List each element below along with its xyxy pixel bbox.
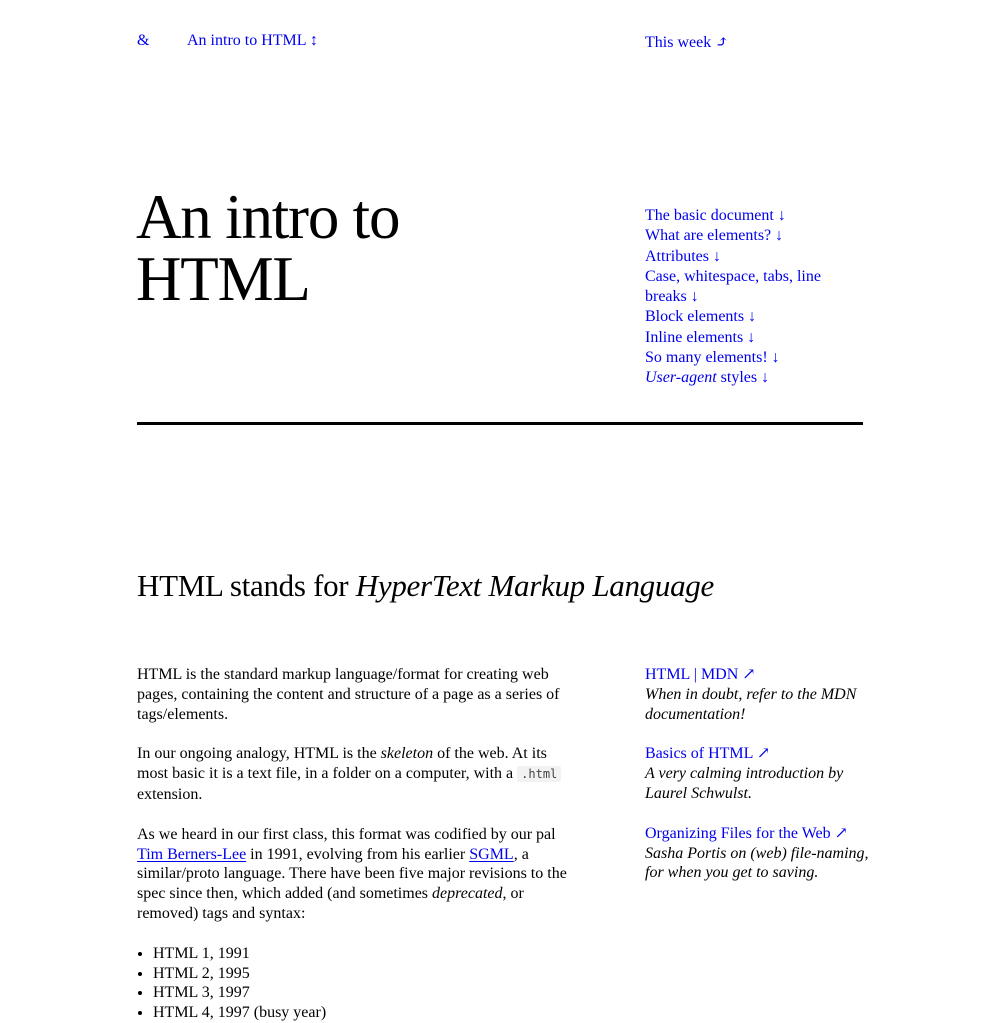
references-sidebar (645, 665, 875, 903)
section-divider (137, 422, 863, 425)
this-week-link[interactable]: This week ⤴ (645, 34, 729, 51)
list-item: • HTML 1, 1991 (153, 944, 577, 964)
reference-description: A very calming introduction by Laurel Schwulst. (645, 765, 844, 802)
reference-item (645, 665, 875, 724)
list-item: • HTML 3, 1997 (153, 983, 577, 1003)
toc-link-user-agent-rest: styles ↓ (716, 369, 770, 387)
paragraph-3-text-c: , a similar/proto language. There have been five major revisions to the spec since then, which added (and sometimes (137, 845, 567, 903)
paragraph-3-text-d: , or removed) tags and syntax: (137, 885, 524, 922)
paragraph-2-text-c: extension. (137, 785, 203, 803)
toc-link-case-whitespace[interactable]: Case, whitespace, tabs, line breaks ↓ (645, 267, 821, 306)
reference-description: Sasha Portis on (web) file-naming, for when you get to saving. (645, 844, 869, 882)
section-title-plain: HTML stands for (137, 568, 356, 603)
toc-link-block-elements[interactable]: Block elements ↓ (645, 308, 757, 326)
sgml-link[interactable]: SGML (469, 845, 514, 863)
toc-link-so-many-elements[interactable]: So many elements! ↓ (645, 349, 780, 367)
toc-link-basic-document[interactable]: The basic document ↓ (645, 207, 786, 224)
toc-link-attributes[interactable]: Attributes ↓ (645, 247, 721, 265)
top-nav (0, 32, 1000, 56)
page-title (136, 182, 556, 314)
paragraph-3-text-b: in 1991, evolving from his earlier (246, 845, 470, 863)
reference-link-basics[interactable]: Basics of HTML ↗ (645, 745, 771, 763)
reference-item (645, 824, 875, 883)
paragraph-2-em: skeleton (380, 745, 434, 763)
page-title-line1: An intro to (136, 182, 400, 252)
page-crumb-link[interactable]: An intro to HTML ↕ (187, 32, 318, 49)
code-snippet: .html (517, 766, 561, 782)
list-item: • HTML 2, 1995 (153, 964, 577, 984)
page-title-line2: HTML (136, 244, 310, 314)
section-title-em: HyperText Markup Language (355, 568, 714, 603)
table-of-contents (645, 206, 845, 389)
reference-description: When in doubt, refer to the MDN documentation! (645, 685, 857, 723)
toc-link-elements[interactable]: What are elements? ↓ (645, 227, 784, 245)
tim-berners-lee-link[interactable]: Tim Berners-Lee (137, 845, 247, 863)
paragraph-3-text-a: As we heard in our first class, this format was codified by our pal (137, 825, 556, 843)
paragraph-2 (137, 744, 577, 804)
toc-link-user-agent-em: User-agent (645, 369, 717, 387)
list-item: • HTML 4, 1997 (busy year) (153, 1003, 577, 1023)
toc-link-user-agent-styles[interactable] (645, 369, 769, 386)
body-text (137, 665, 577, 1023)
reference-item (645, 744, 875, 803)
home-link[interactable]: & (137, 32, 150, 49)
paragraph-3 (137, 825, 577, 924)
reference-link-mdn[interactable]: HTML | MDN ↗ (645, 666, 756, 683)
paragraph-2-text-a: In our ongoing analogy, HTML is the (137, 745, 381, 763)
paragraph-2-text-b: of the web. At its most basic it is a text file, in a folder on a computer, with a (137, 745, 547, 783)
toc-link-inline-elements[interactable]: Inline elements ↓ (645, 328, 756, 346)
section-title (137, 566, 714, 606)
paragraph-3-em: deprecated (432, 885, 503, 903)
reference-link-organizing-files[interactable]: Organizing Files for the Web ↗ (645, 824, 849, 842)
paragraph-1: HTML is the standard markup language/format for creating web pages, containing the content and structure of a page as a series of tags/elements. (137, 666, 560, 723)
html-versions-list (137, 944, 577, 1023)
